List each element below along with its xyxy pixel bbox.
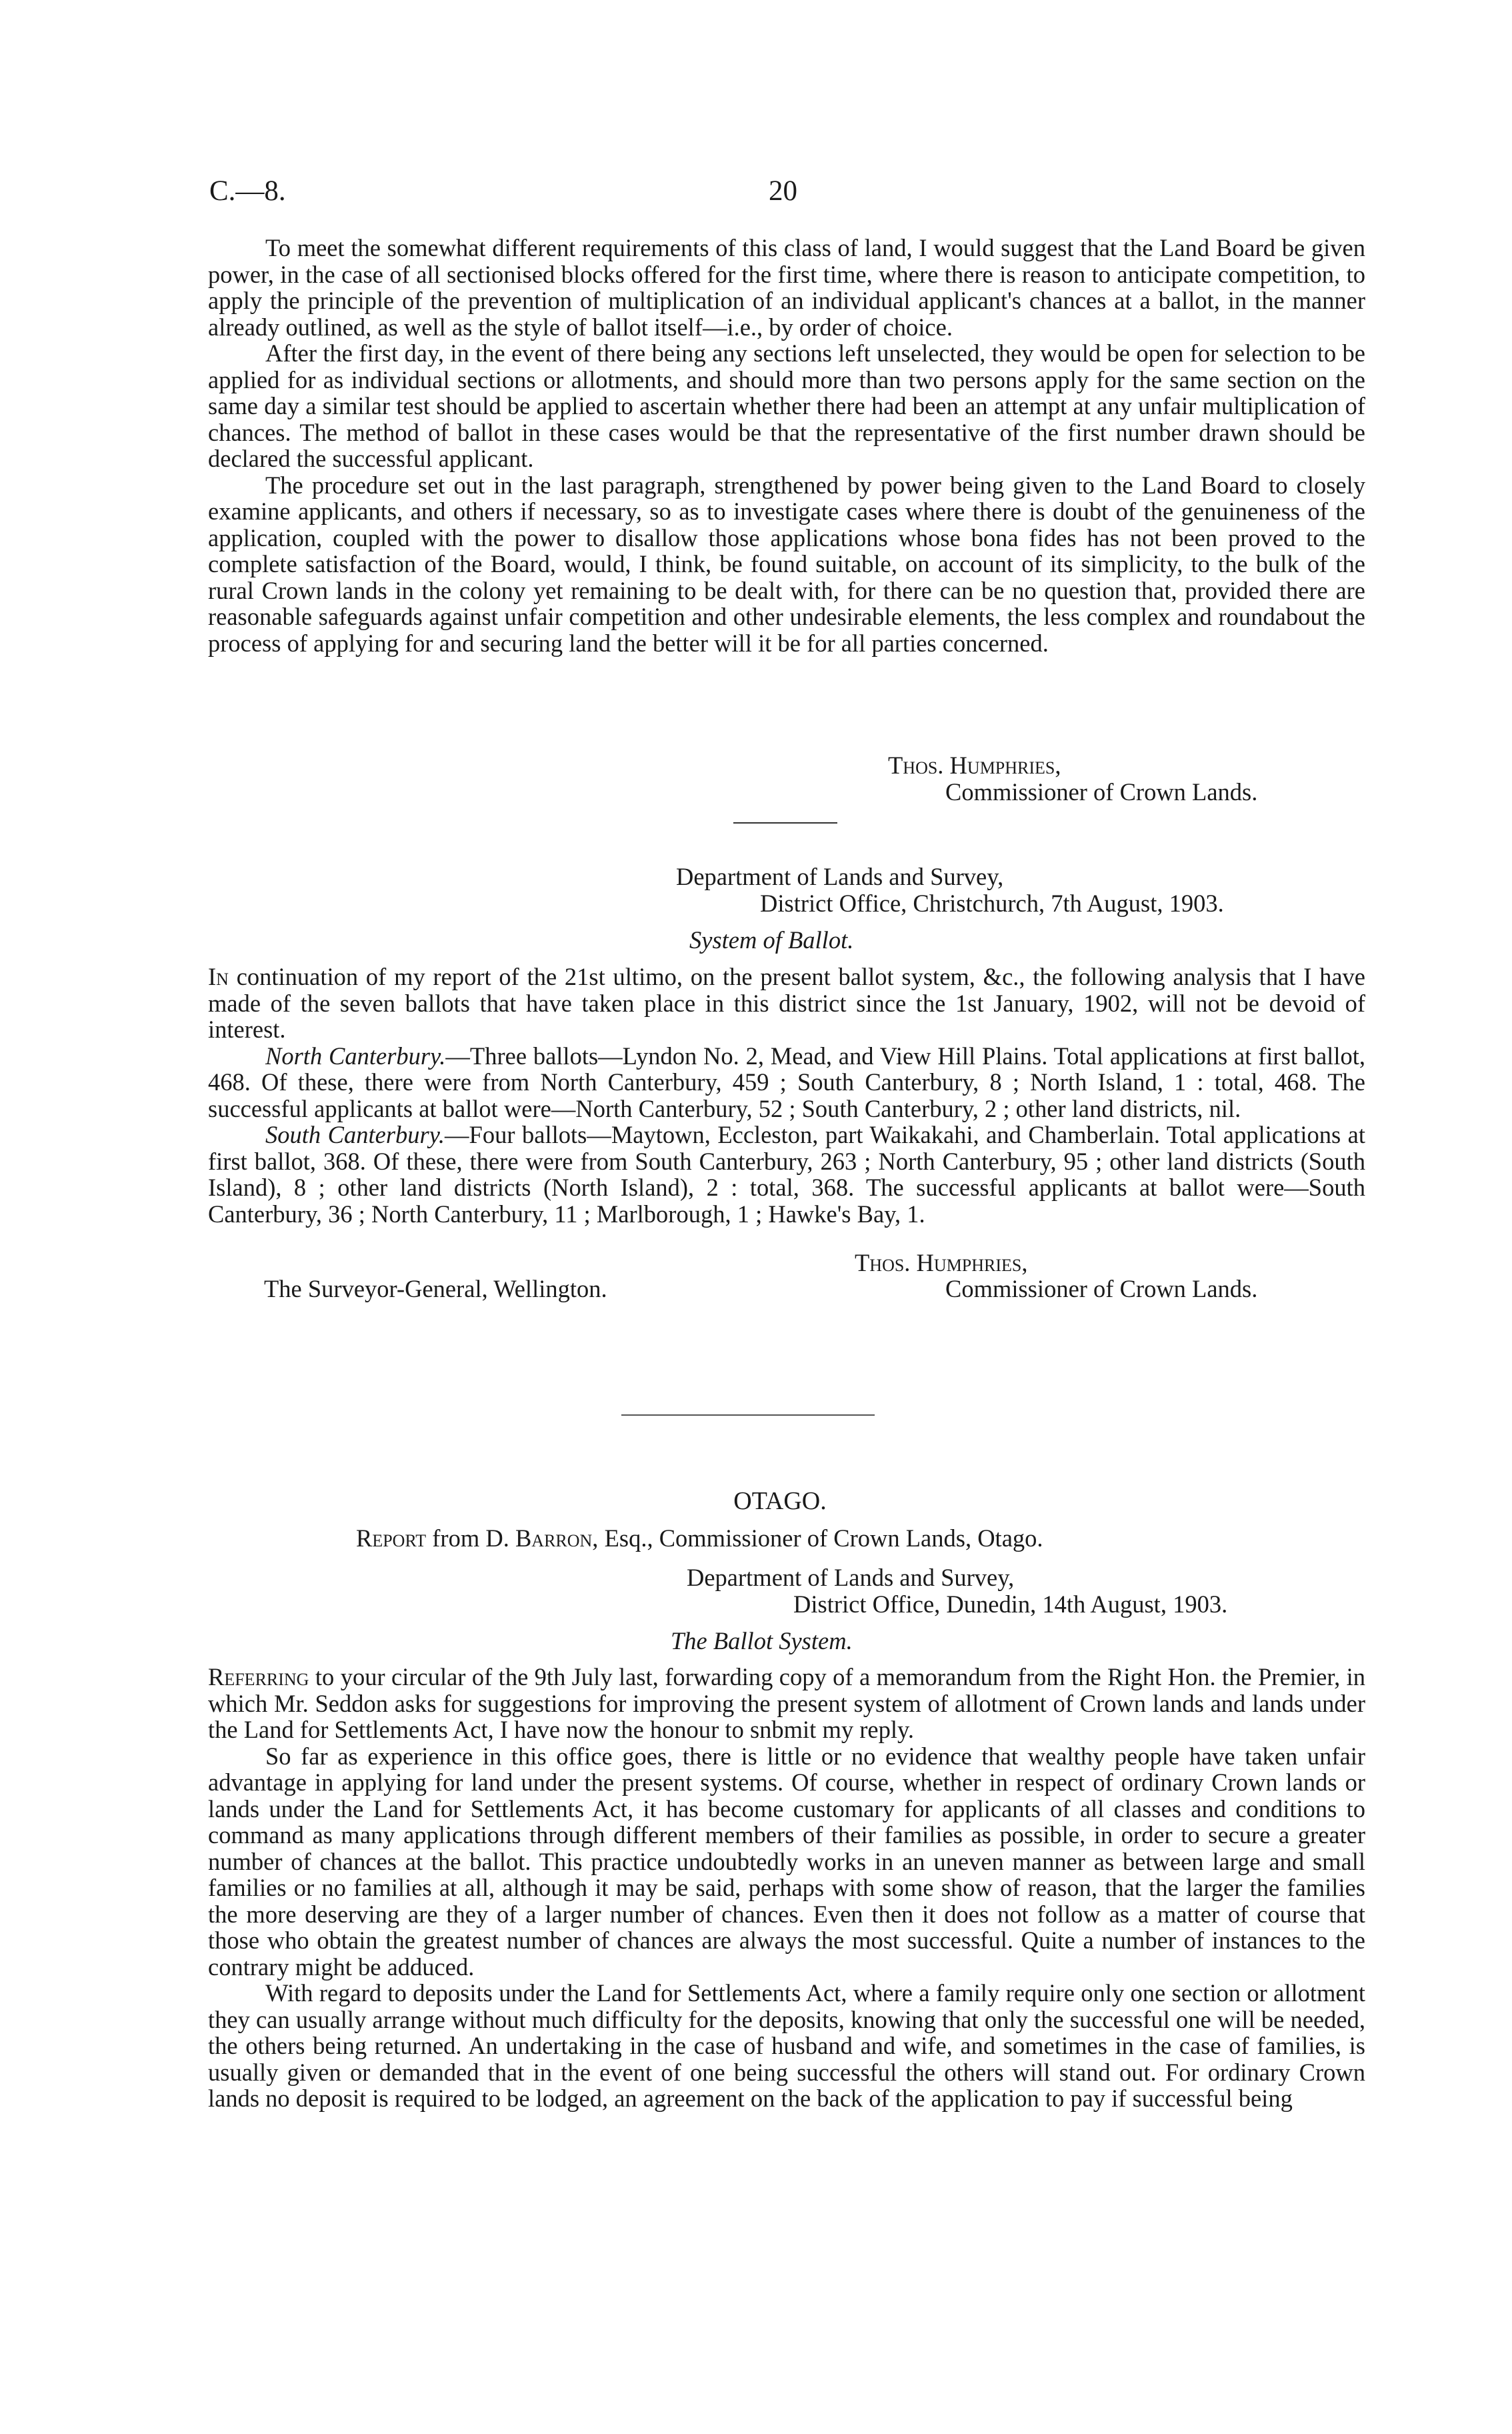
section-1-body (208, 235, 1365, 656)
paragraph: So far as experience in this office goes, there is little or no evidence that wealthy people have taken unfair advantage in applying for land under the present systems. Of course, whether in respect of ordinary Crown lands or lands under the Land for Settlements Act, it has become customary for applicants of all classes and conditions to command as many applications through different members of their families as possible, in order to secure a greater number of chances at the ballot. This practice undoubtedly works in an uneven manner as between large and small families or no families at all, although it may be said, perhaps with some show of reason, that the larger the families the more deserving are they of a larger number of chances. Even then it does not follow as a matter of course that those who obtain the greatest number of chances are always the most successful. Quite a number of instances to the contrary might be adduced. (208, 1742, 1365, 1981)
report-text: Esq., Commissioner of Crown Lands, Otago. (604, 1524, 1043, 1552)
report-line (356, 1525, 1043, 1552)
region-heading: OTAGO. (733, 1487, 827, 1515)
section-2-body (208, 964, 1365, 1227)
report-name: Barron, (515, 1524, 599, 1552)
paragraph: The procedure set out in the last paragraph, strengthened by power being given to the Land Board to closely examine applicants, and others if necessary, so as to investigate cases where there is doubt of the genuineness of the application, coupled with the power to disallow those applications whose bona fides has not been proved to the complete satisfaction of the Board, would, I think, be found suitable, on account of its simplicity, to the bulk of the rural Crown lands in the colony yet remaining to be dealt with, for there can be no question that, provided there are reasonable safeguards against unfair competition and other undesirable elements, the less complex and roundabout the process of applying for and securing land the better will it be for all parties concerned. (208, 471, 1365, 657)
address-line: Department of Lands and Survey, (687, 1564, 1015, 1591)
paragraph-text: —Three ballots—Lyndon No. 2, Mead, and View Hill Plains. Total applications at first ballot, 468. Of these, there were from North Canterbury, 459 ; South Canterbury, 8 ; North Island, 1 : total, 468. The successful applicants at ballot were—North Canterbury, 52 ; South Canterbury, 2 ; other land districts, nil. (208, 1042, 1365, 1122)
address-line: District Office, Dunedin, 14th August, 1903. (793, 1590, 1228, 1618)
paragraph-text: to your circular of the 9th July last, forwarding copy of a memorandum from the Right Hon. the Premier, in which Mr. Seddon asks for suggestions for improving the present system of allotment of Crown lands and lands under the Land for Settlements Act, I have now the honour to snbmit my reply. (208, 1663, 1366, 1743)
signature-title: Commissioner of Crown Lands. (945, 1275, 1258, 1302)
district-label: South Canterbury. (265, 1121, 445, 1148)
section-divider (621, 1414, 875, 1416)
addressee: The Surveyor-General, Wellington. (264, 1275, 607, 1302)
address-line: District Office, Christchurch, 7th August, 1903. (760, 890, 1224, 917)
subject-heading: System of Ballot. (689, 926, 854, 954)
report-text: from D. (432, 1524, 509, 1552)
lead-word: Referring (208, 1663, 309, 1690)
paragraph-text: continuation of my report of the 21st ultimo, on the present ballot system, &c., the following analysis that I have made of the seven ballots that have taken place in this district since the 1st January, 1902, will not be devoid of interest. (208, 963, 1365, 1043)
document-reference: C.—8. (209, 175, 286, 207)
signature-name: Thos. Humphries, (888, 752, 1061, 779)
paragraph-text: —Four ballots—Maytown, Eccleston, part Waikakahi, and Chamberlain. Total applications at first ballot, 368. Of these, there were from South Canterbury, 263 ; North Canterbury, 95 ; other land districts (South Island), 8 ; other land districts (North Island), 2 : total, 368. The successful applicants at ballot were—South Canterbury, 36 ; North Canterbury, 11 ; Marlborough, 1 ; Hawke's Bay, 1. (208, 1121, 1365, 1228)
signature-title: Commissioner of Crown Lands. (945, 778, 1258, 806)
subject-heading: The Ballot System. (671, 1627, 853, 1654)
lead-word: Report (356, 1524, 427, 1552)
section-divider (733, 822, 837, 824)
page-number: 20 (769, 175, 797, 207)
paragraph: After the first day, in the event of there being any sections left unselected, they would be open for selection to be applied for as individual sections or allotments, and should more than two persons apply for the same section on the same day a similar test should be applied to ascertain whether there had been an attempt at any unfair multiplication of chances. The method of ballot in these cases would be that the representative of the first number drawn should be declared the successful applicant. (208, 339, 1365, 472)
section-3-body (208, 1664, 1365, 2112)
paragraph: With regard to deposits under the Land for Settlements Act, where a family require only one section or allotment they can usually arrange without much difficulty for the deposits, knowing that only the successful one will be needed, the others being returned. An undertaking in the case of husband and wife, and sometimes in the case of families, is usually given or demanded that in the event of one being successful the others will stand out. For ordinary Crown lands no deposit is required to be lodged, an agreement on the back of the application to pay if successful being (208, 1979, 1365, 2112)
paragraph (208, 1043, 1365, 1122)
address-line: Department of Lands and Survey, (676, 863, 1004, 890)
paragraph (208, 1664, 1365, 1743)
paragraph (208, 1122, 1365, 1227)
paragraph (208, 964, 1365, 1043)
signature-name: Thos. Humphries, (855, 1249, 1028, 1276)
district-label: North Canterbury. (265, 1042, 446, 1070)
lead-word: In (208, 963, 229, 990)
paragraph: To meet the somewhat different requirements of this class of land, I would suggest that the Land Board be given power, in the case of all sectionised blocks offered for the first time, where there is reason to anticipate competition, to apply the principle of the prevention of multiplication of an individual applicant's chances at a ballot, in the manner already outlined, as well as the style of ballot itself—i.e., by order of choice. (208, 234, 1365, 341)
